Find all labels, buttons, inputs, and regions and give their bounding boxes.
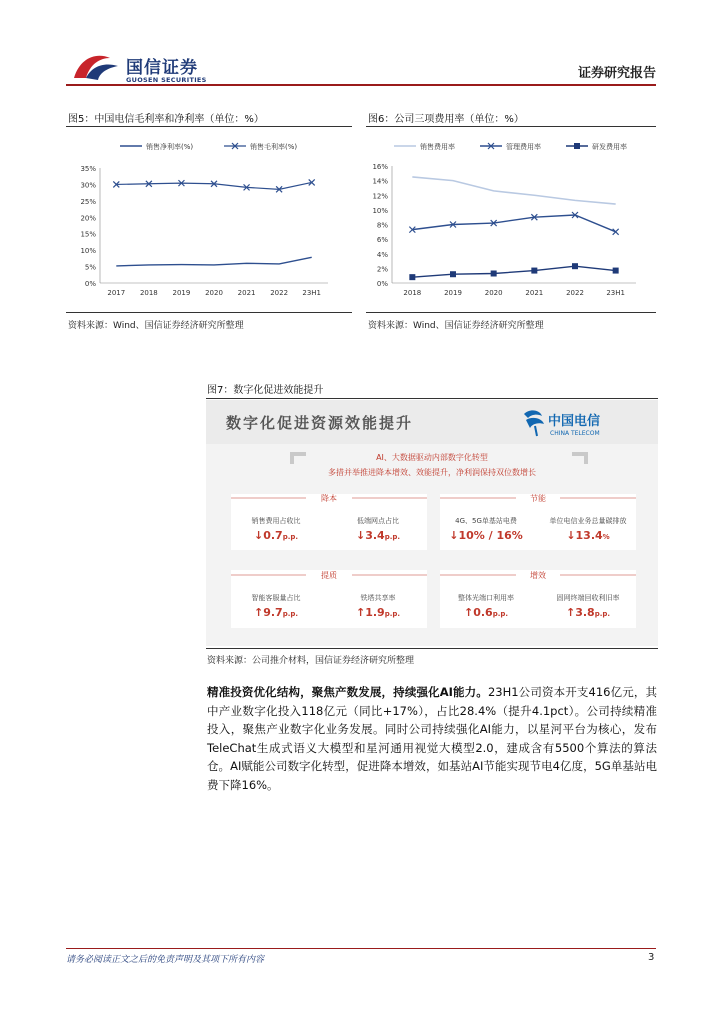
footer-disclaimer: 请务必阅读正文之后的免责声明及其项下所有内容 — [66, 955, 265, 965]
efficiency-item-1-value: ↑0.6p.p. — [463, 606, 509, 619]
group-cost — [231, 493, 427, 550]
paragraph-lead: 精准投资优化结构，聚焦产数发展，持续强化AI能力。 — [207, 685, 488, 699]
legend-label: 管理费用率 — [506, 143, 541, 151]
x-tick-label: 2022 — [566, 289, 584, 297]
header-divider — [66, 84, 656, 86]
x-tick-label: 2020 — [484, 289, 503, 297]
x-tick-label: 2020 — [205, 289, 223, 297]
cost-item-1-value: ↓0.7p.p. — [253, 529, 299, 542]
brand-en: CHINA TELECOM — [550, 430, 600, 437]
fig7-bottom-rule — [206, 648, 658, 649]
y-tick-label: 10% — [372, 206, 388, 215]
data-point — [572, 263, 578, 269]
energy-item-2-name: 单位电信业务总量碳排放 — [549, 517, 627, 525]
series-line — [116, 257, 311, 266]
y-tick-label: 20% — [80, 214, 96, 223]
x-tick-label: 2019 — [444, 289, 462, 297]
efficiency-item-1-name: 整体光端口利用率 — [458, 594, 514, 602]
fig6-title: 图6：公司三项费用率（单位：%） — [368, 114, 524, 125]
group-quality — [231, 570, 427, 628]
y-tick-label: 6% — [376, 236, 388, 245]
x-tick-label: 23H1 — [606, 289, 625, 297]
legend-label: 销售毛利率(%) — [250, 143, 298, 151]
fig7-banner: 数字化促进资源效能提升 — [226, 414, 414, 432]
y-tick-label: 15% — [80, 230, 96, 239]
brand-cn: 中国电信 — [548, 414, 601, 429]
x-tick-label: 2022 — [270, 289, 289, 297]
legend-label: 销售费用率 — [420, 143, 455, 151]
data-point — [409, 274, 415, 280]
fig5-bottom-rule — [66, 312, 352, 313]
x-tick-label: 2021 — [237, 289, 256, 297]
page-number: 3 — [648, 952, 655, 963]
group-cost-label: 降本 — [321, 494, 337, 503]
footer-divider — [66, 948, 656, 949]
logo-subtext: GUOSEN SECURITIES — [126, 76, 207, 84]
y-tick-label: 0% — [84, 280, 96, 288]
group-efficiency — [440, 570, 636, 628]
quality-item-1-value: ↑9.7p.p. — [253, 606, 299, 619]
y-tick-label: 35% — [80, 165, 96, 173]
fig7-line2: 多措并举推进降本增效、效能提升，净利润保持双位数增长 — [328, 468, 536, 477]
y-tick-label: 12% — [372, 192, 388, 201]
fig7-line1: AI、大数据驱动内部数字化转型 — [376, 453, 488, 462]
cost-item-1-name: 销售费用占收比 — [251, 517, 301, 525]
group-energy — [440, 493, 636, 550]
y-tick-label: 30% — [80, 181, 96, 190]
energy-item-1-value: ↓10% / 16% — [449, 529, 523, 542]
x-tick-label: 2019 — [172, 289, 191, 297]
fig7-title: 图7：数字化促进效能提升 — [207, 385, 324, 396]
legend-marker — [574, 143, 580, 149]
paragraph-body: 23H1公司资本开支416亿元，其中产业数字化投入118亿元（同比+17%），占比28.4%（提升4.1pct）。公司持续精准投入，聚焦产业数字化业务发展。同时公司持续强化AI能力，以星河平台为核心，发布TeleChat生成式语义大模型和星河通用视觉大模型2.0，建成含有5500个算法的算法仓。AI赋能公司数字化转型，促进降本增效，如基站AI节能实现节电4亿度，5G单基站电费下降16%。 — [207, 685, 657, 792]
x-tick-label: 2021 — [525, 289, 544, 297]
quality-item-2-name: 铁塔共享率 — [360, 594, 396, 602]
report-type: 证券研究报告 — [577, 66, 656, 81]
data-point — [613, 229, 619, 235]
fig7-rule — [206, 398, 658, 399]
y-tick-label: 2% — [376, 265, 388, 274]
x-tick-label: 2018 — [403, 289, 422, 297]
fig6-source: 资料来源：Wind、国信证券经济研究所整理 — [368, 321, 544, 331]
energy-item-1-name: 4G、5G单基站电费 — [455, 517, 517, 525]
efficiency-item-2-value: ↑3.8p.p. — [565, 606, 611, 619]
fig5-source: 资料来源：Wind、国信证券经济研究所整理 — [68, 321, 244, 331]
group-efficiency-label: 增效 — [530, 571, 546, 580]
y-tick-label: 14% — [372, 177, 388, 186]
guosen-logo — [70, 48, 122, 84]
x-tick-label: 2018 — [139, 289, 158, 297]
group-quality-label: 提质 — [321, 571, 337, 580]
cost-item-2-name: 低端网点占比 — [357, 517, 399, 525]
logo-text: 国信证券 — [126, 58, 198, 78]
data-point — [613, 268, 619, 274]
y-tick-label: 8% — [376, 221, 388, 230]
fig6-rule — [366, 126, 656, 127]
fig6-bottom-rule — [366, 312, 656, 313]
fig5-title: 图5：中国电信毛利率和净利率（单位：%） — [68, 114, 264, 125]
series-line — [412, 215, 615, 232]
y-tick-label: 10% — [80, 247, 96, 256]
energy-item-2-value: ↓13.4% — [566, 529, 610, 542]
fig6-chart — [366, 128, 656, 310]
data-point — [450, 271, 456, 277]
group-energy-label: 节能 — [530, 494, 546, 503]
quality-item-1-name: 智能客服量占比 — [251, 594, 301, 602]
x-tick-label: 2017 — [107, 289, 126, 297]
efficiency-item-2-name: 固网终端回收利旧率 — [556, 594, 620, 602]
fig7-infographic — [206, 400, 658, 646]
y-tick-label: 0% — [376, 280, 388, 288]
fig7-source: 资料来源：公司推介材料，国信证券经济研究所整理 — [207, 656, 415, 666]
y-tick-label: 5% — [84, 263, 96, 272]
y-tick-label: 4% — [376, 250, 388, 259]
data-point — [531, 268, 537, 274]
body-paragraph — [207, 683, 657, 794]
legend-label: 研发费用率 — [592, 143, 627, 151]
quality-item-2-value: ↑1.9p.p. — [355, 606, 401, 619]
cost-item-2-value: ↓3.4p.p. — [355, 529, 401, 542]
fig5-rule — [66, 126, 352, 127]
y-tick-label: 25% — [80, 197, 96, 206]
series-line — [412, 177, 615, 204]
y-tick-label: 16% — [372, 163, 388, 171]
data-point — [491, 270, 497, 276]
series-line — [412, 266, 615, 277]
legend-label: 销售净利率(%) — [146, 143, 194, 151]
x-tick-label: 23H1 — [302, 289, 322, 297]
fig5-chart — [66, 128, 356, 310]
